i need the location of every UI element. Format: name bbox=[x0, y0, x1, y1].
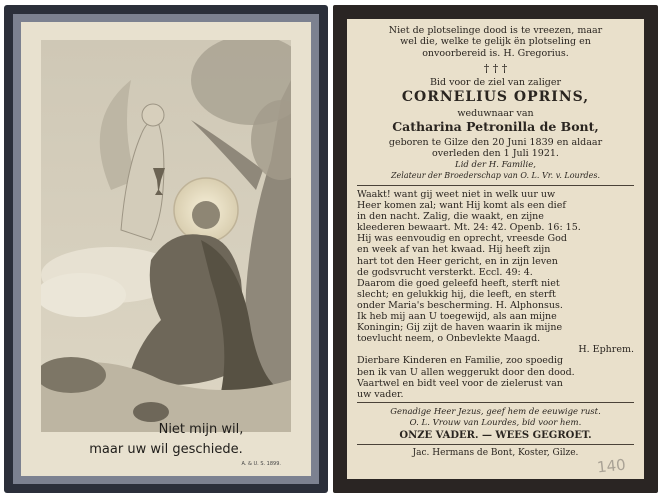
body-line: uw vader. bbox=[357, 388, 404, 400]
body-line: Koningin; Gij zijt de haven waarin ik mijne bbox=[357, 322, 563, 334]
body-line: onder Maria's bescherming. H. Alphonsus. bbox=[357, 299, 563, 311]
rock bbox=[133, 402, 169, 422]
printer-line: Jac. Hermans de Bont, Koster, Gilze. bbox=[412, 448, 579, 458]
birth-death-line-1: geboren te Gilze den 20 Juni 1839 en aldaar bbox=[388, 137, 603, 148]
body-line: ben ik van U allen weggerukt door den dood. bbox=[357, 366, 575, 378]
body-line: slecht; en gelukkig hij, die leeft, en sterft bbox=[357, 288, 556, 300]
body-line: Waakt! want gij weet niet in welk uur uw bbox=[357, 189, 556, 200]
christ-head bbox=[192, 201, 220, 229]
body-line: in den nacht. Zalig, die waakt, en zijne bbox=[357, 211, 544, 223]
angel-head bbox=[142, 104, 164, 126]
divider bbox=[357, 444, 634, 445]
caption-line-1: Niet mijn wil, bbox=[158, 422, 244, 437]
right-card-paper bbox=[347, 19, 644, 479]
deceased-name: CORNELIUS OPRINS, bbox=[401, 89, 590, 105]
opening-quote bbox=[357, 25, 634, 59]
widower-of: weduwnaar van bbox=[457, 108, 534, 119]
quote-line: onvoorbereid is. H. Gregorius. bbox=[422, 47, 569, 59]
body-line: Daarom die goed geleefd heeft, sterft niet bbox=[357, 277, 560, 289]
closing-prayer-1: Genadige Heer Jezus, geef hem de eeuwige rust. bbox=[390, 407, 601, 417]
quote-line: wel die, welke te gelijk ën plotseling en bbox=[400, 36, 591, 48]
prayers-line: ONZE VADER. — WEES GEGROET. bbox=[399, 430, 592, 441]
closing-prayer-2: O. L. Vrouw van Lourdes, bid voor hem. bbox=[409, 418, 582, 428]
body-line: Ik heb mij aan U toegewijd, als aan mijne bbox=[357, 311, 557, 323]
body-line: en week af van het kwaad. Hij heeft zijn bbox=[357, 244, 551, 256]
body-line: toevlucht neem, o Onbevlekte Maagd. bbox=[357, 333, 541, 345]
membership-line-2: Zelateur der Broederschap van O. L. Vr. v. Lourdes. bbox=[390, 171, 601, 180]
divider bbox=[357, 185, 634, 186]
body-line: de godsvrucht versterkt. Eccl. 49: 4. bbox=[357, 266, 533, 278]
spouse-name: Catharina Petronilla de Bont, bbox=[392, 119, 599, 134]
left-card-paper bbox=[21, 22, 311, 476]
divider bbox=[357, 402, 634, 403]
body-line: Dierbare Kinderen en Familie, zoo spoedig bbox=[357, 355, 564, 367]
body-line: Vaartwel en bidt veel voor de zielerust van bbox=[357, 377, 563, 389]
devotional-illustration bbox=[41, 40, 291, 432]
body-line: Heer komen zal; want Hij komt als een dief bbox=[357, 200, 566, 212]
caption-line-2: maar uw wil geschiede. bbox=[89, 442, 243, 457]
body-text bbox=[357, 189, 634, 400]
body-line: H. Ephrem. bbox=[578, 344, 634, 356]
pencil-annotation: 140 bbox=[596, 455, 627, 477]
quote-line: Niet de plotselinge dood is te vreezen, maar bbox=[388, 25, 603, 36]
membership-line-1: Lid der H. Familie, bbox=[455, 160, 536, 170]
body-line: Hij was eenvoudig en oprecht, vreesde God bbox=[357, 233, 567, 245]
body-line: hart tot den Heer gericht, en in zijn leven bbox=[357, 255, 558, 267]
copyright-mark: A. & U. S. 1899. bbox=[241, 461, 281, 467]
crosses: † † † bbox=[483, 62, 508, 75]
left-card bbox=[4, 5, 328, 493]
prayer-intro: Bid voor de ziel van zaliger bbox=[429, 77, 562, 88]
right-card bbox=[333, 5, 658, 493]
body-line: kleederen bewaart. Mt. 24: 42. Openb. 16: 15. bbox=[357, 222, 581, 234]
birth-death-line-2: overleden den 1 Juli 1921. bbox=[432, 148, 559, 159]
